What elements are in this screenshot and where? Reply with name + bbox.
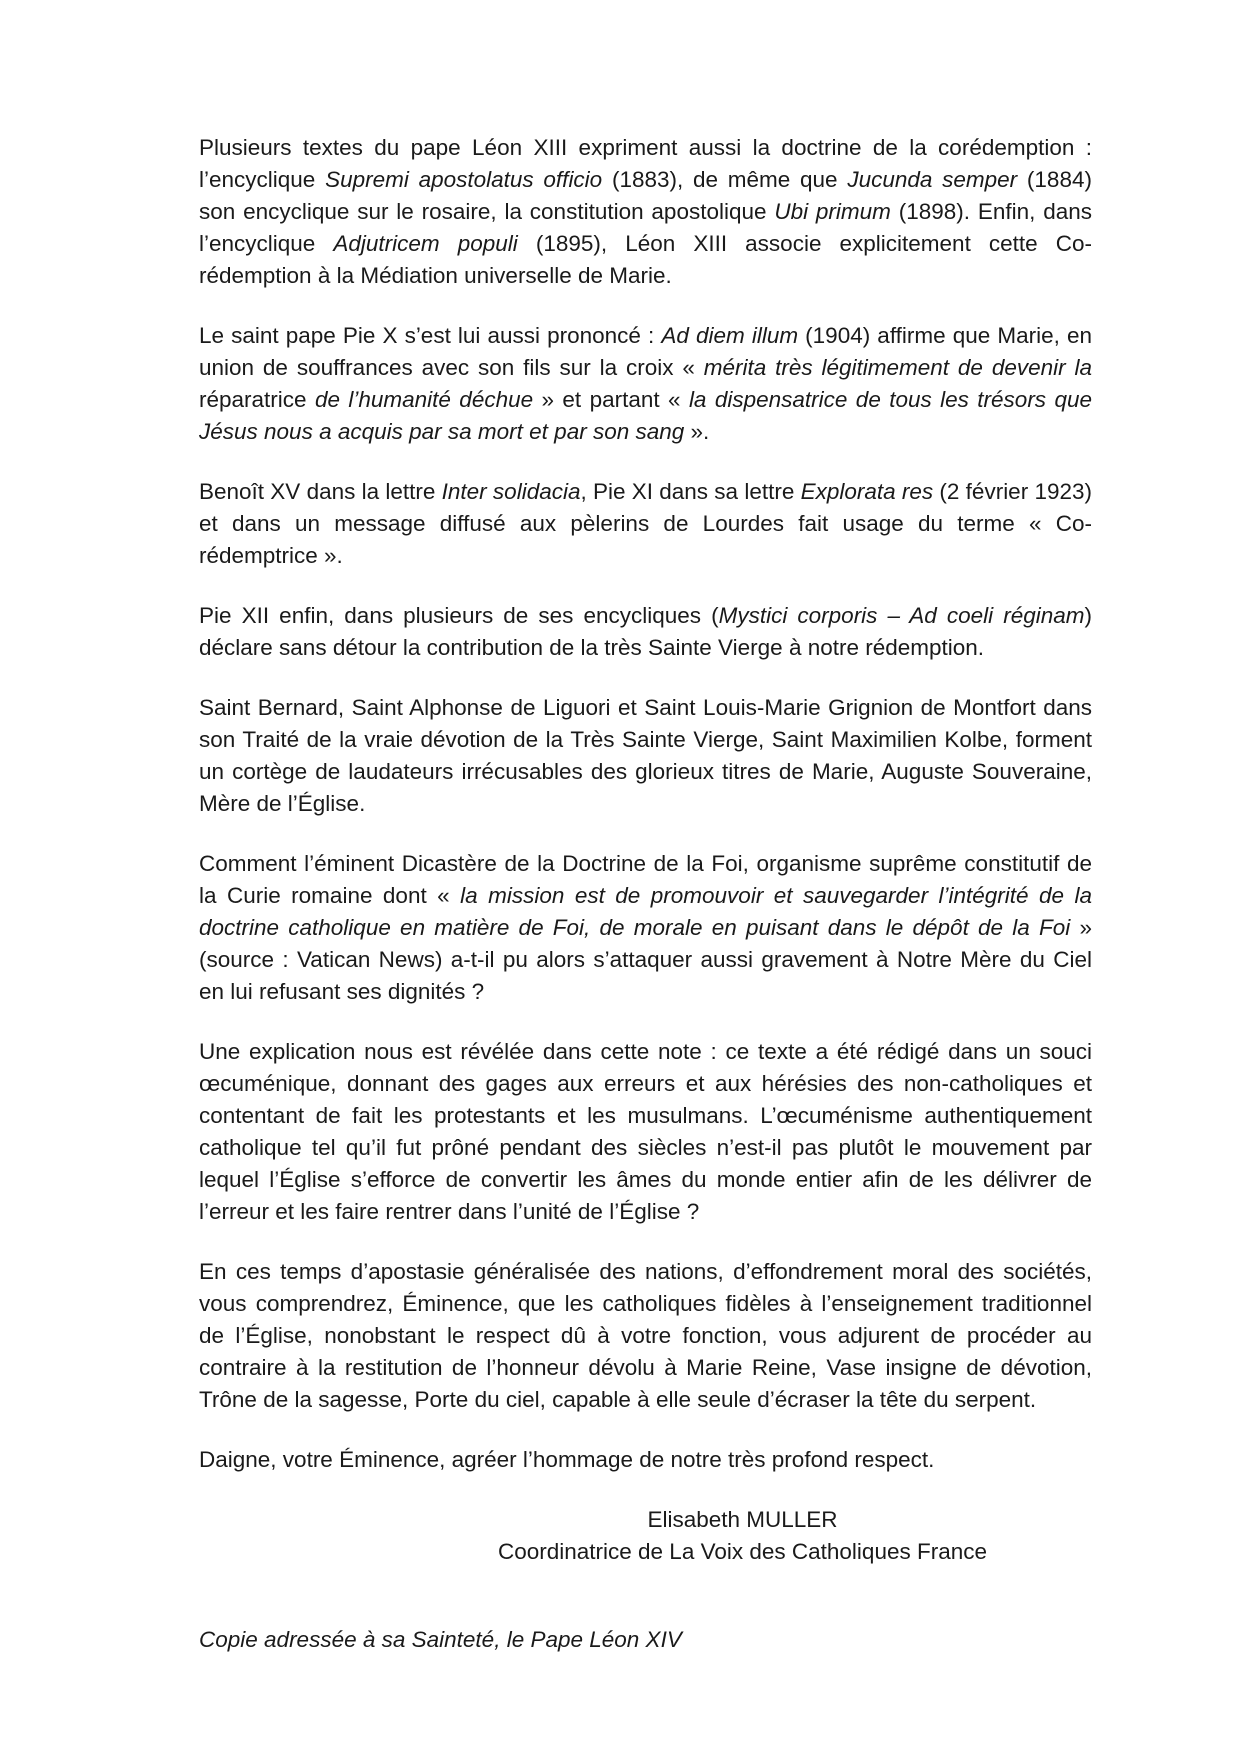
paragraph (199, 320, 1092, 448)
paragraph (199, 476, 1092, 572)
text-run: Daigne, votre Éminence, agréer l’hommage de notre très profond respect. (199, 1447, 935, 1472)
text-run: Le saint pape Pie X s’est lui aussi prononcé : (199, 323, 662, 348)
text-run: réparatrice (199, 387, 315, 412)
text-run: » et partant « (533, 387, 689, 412)
text-run: Plusieurs textes du pape Léon XIII expriment aussi la doctrine de la corédemption : l’encyclique (199, 135, 1092, 192)
text-run: Comment l’éminent Dicastère de la Doctrine de la Foi, organisme suprême constitutif de la Curie romaine dont « (199, 851, 1092, 908)
text-run-italic: la mission est de promouvoir et sauvegarder l’intégrité de la doctrine catholique en matière de Foi, de morale en puisant dans le dépôt de la Foi (199, 883, 1092, 940)
text-run: (2 février 1923) et dans un message diffusé aux pèlerins de Lourdes fait usage du terme « Co-rédemptrice ». (199, 479, 1092, 568)
text-run: (1884) son encyclique sur le rosaire, la constitution apostolique (199, 167, 1092, 224)
signature-name: Elisabeth MULLER (647, 1507, 838, 1532)
text-run: (1904) affirme que Marie, en union de souffrances avec son fils sur la croix « (199, 323, 1092, 380)
text-run: ». (684, 419, 710, 444)
text-run: Saint Bernard, Saint Alphonse de Liguori et Saint Louis-Marie Grignion de Montfort dans son Traité de la vraie dévotion de la Très Sainte Vierge, Saint Maximilien Kolbe, forment un cortège de laudateurs irrécusables des glorieux titres de Marie, Auguste Souveraine, Mère de l’Église. (199, 695, 1092, 816)
text-run-italic: de l’humanité déchue (314, 387, 534, 412)
document-body (199, 132, 1092, 1476)
document-content (199, 132, 1092, 1656)
text-run-italic: Supremi apostolatus officio (325, 167, 603, 192)
text-run: (1883), de même que (602, 167, 848, 192)
copy-note: Copie adressée à sa Sainteté, le Pape Léon XIV (199, 1627, 682, 1652)
text-run: Pie XII enfin, dans plusieurs de ses encycliques ( (199, 603, 719, 628)
paragraph (199, 600, 1092, 664)
text-run: (1895), Léon XIII associe explicitement cette Co-rédemption à la Médiation universelle de Marie. (199, 231, 1092, 288)
text-run-italic: Explorata res (800, 479, 934, 504)
paragraph (199, 692, 1092, 820)
text-run-italic: Ubi primum (774, 199, 891, 224)
text-run: , Pie XI dans sa lettre (580, 479, 801, 504)
text-run-italic: mérita très légitimement de devenir la (703, 355, 1092, 380)
paragraph (199, 848, 1092, 1008)
paragraph (199, 132, 1092, 292)
text-run-italic: Adjutricem populi (333, 231, 518, 256)
text-run-italic: la dispensatrice de tous les trésors que Jésus nous a acquis par sa mort et par son sang (199, 387, 1092, 444)
text-run-italic: Inter solidacia (441, 479, 581, 504)
text-run: (1898). Enfin, dans l’encyclique (199, 199, 1092, 256)
signature-role: Coordinatrice de La Voix des Catholiques France (497, 1539, 988, 1564)
text-run: » (source : Vatican News) a-t-il pu alors s’attaquer aussi gravement à Notre Mère du Ciel en lui refusant ses dignités ? (199, 915, 1093, 1004)
text-run: Une explication nous est révélée dans cette note : ce texte a été rédigé dans un souci œcuménique, donnant des gages aux erreurs et aux hérésies des non-catholiques et contentant de fait les protestants et les musulmans. L’œcuménisme authentiquement catholique tel qu’il fut prôné pendant des siècles n’est-il pas plutôt le mouvement par lequel l’Église s’efforce de convertir les âmes du monde entier afin de les délivrer de l’erreur et les faire rentrer dans l’unité de l’Église ? (199, 1039, 1092, 1224)
text-run: En ces temps d’apostasie généralisée des nations, d’effondrement moral des sociétés, vous comprendrez, Éminence, que les catholiques fidèles à l’enseignement traditionnel de l’Église, nonobstant le respect dû à votre fonction, vous adjurent de procéder au contraire à la restitution de l’honneur dévolu à Marie Reine, Vase insigne de dévotion, Trône de la sagesse, Porte du ciel, capable à elle seule d’écraser la tête du serpent. (199, 1259, 1092, 1412)
text-run-italic: Ad diem illum (661, 323, 799, 348)
paragraph (199, 1036, 1092, 1228)
text-run: ) déclare sans détour la contribution de la très Sainte Vierge à notre rédemption. (199, 603, 1092, 660)
text-run-italic: Mystici corporis – Ad coeli réginam (718, 603, 1085, 628)
text-run-italic: Jucunda semper (847, 167, 1018, 192)
text-run: Benoît XV dans la lettre (199, 479, 442, 504)
signature-block (199, 1504, 1092, 1568)
paragraph (199, 1256, 1092, 1416)
paragraph (199, 1444, 1092, 1476)
